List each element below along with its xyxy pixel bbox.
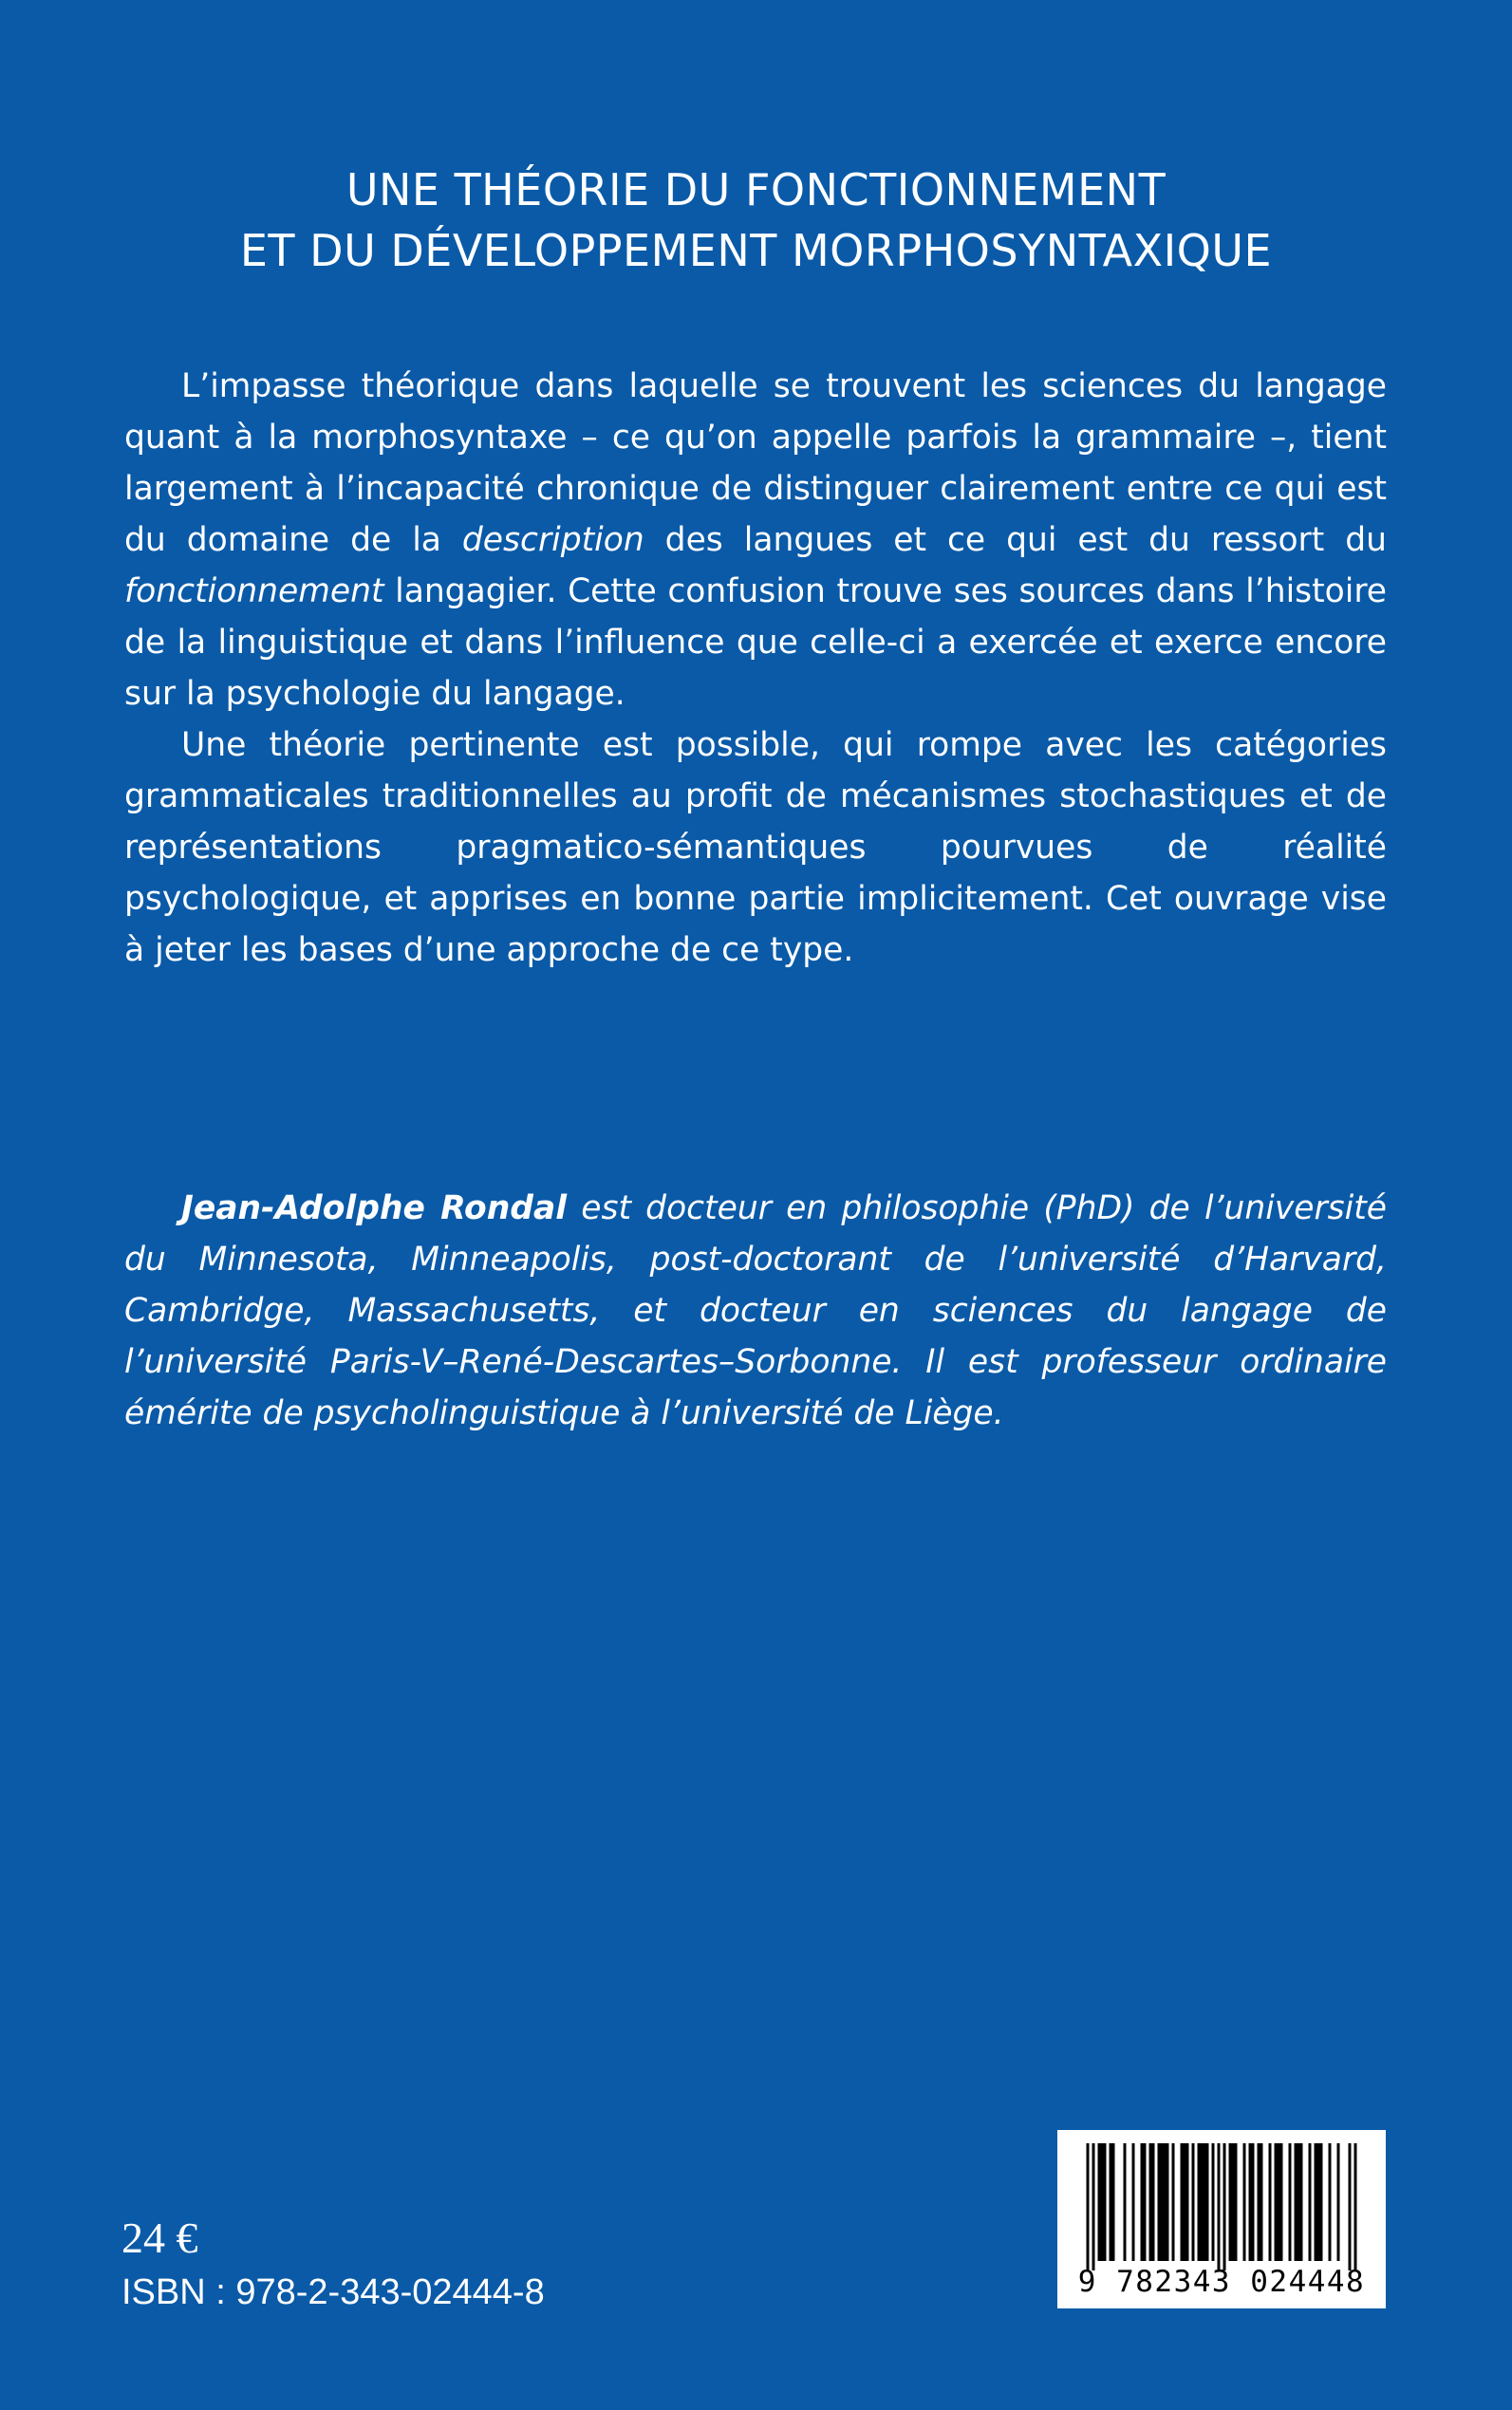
barcode-bar (1186, 2143, 1189, 2261)
barcode-bar (1275, 2143, 1278, 2261)
title-line-1: UNE THÉORIE DU FONCTIONNEMENT (345, 164, 1167, 215)
barcode-bar (1337, 2143, 1340, 2261)
barcode-bar (1201, 2143, 1204, 2261)
barcode-bar (1223, 2143, 1226, 2270)
barcode-bar (1101, 2143, 1104, 2261)
barcode-bar (1158, 2143, 1161, 2261)
barcode-bar (1212, 2143, 1215, 2261)
summary-paragraph-1 (124, 361, 1387, 719)
barcode-bar (1243, 2143, 1246, 2261)
emphasis-description: description (461, 521, 644, 559)
book-title (0, 159, 1512, 281)
title-line-2: ET DU DÉVELOPPEMENT MORPHOSYNTAXIQUE (239, 225, 1273, 276)
summary-text: L’impasse théorique dans laquelle se trouvent les sciences du langage quant à la morphosyntaxe – ce qu’on appelle parfois la grammaire –, tient largement à l’incapacité chronique de distinguer clairement entre ce qui est du domaine de la (124, 367, 1387, 559)
summary-text: des langues et ce qui est du ressort du (644, 521, 1387, 559)
emphasis-fonctionnement: fonctionnement (124, 572, 384, 610)
barcode-bar (1144, 2143, 1147, 2261)
barcode-bar (1152, 2143, 1155, 2261)
barcode-bar (1229, 2143, 1232, 2261)
author-bio (124, 1183, 1387, 1439)
barcode-bar (1260, 2143, 1263, 2261)
summary-text: Une théorie pertinente est possible, qui rompe avec les catégories grammaticales traditionnelles au profit de mécanismes stochastiques et de représentations pragmatico-sémantiques pourvues de réalité psychologique, et apprises en bonne partie implicitement. Cet ouvrage vise à jeter les bases d’une approche de ce type. (124, 726, 1387, 969)
summary-text: langagier. Cette confusion trouve ses sources dans l’histoire de la linguistique et dans l’influence que celle-ci a exercée et exerce encore sur la psychologie du langage. (124, 572, 1387, 713)
barcode-bar (1198, 2143, 1201, 2261)
barcode-bar (1249, 2143, 1252, 2261)
isbn: ISBN : 978-2-343-02444-8 (121, 2272, 545, 2312)
barcode-bar (1317, 2143, 1320, 2261)
barcode-bar (1258, 2143, 1260, 2261)
barcode-bar (1206, 2143, 1209, 2261)
barcode-bar (1204, 2143, 1206, 2261)
barcode-bar (1098, 2143, 1101, 2261)
barcode-bar (1087, 2143, 1090, 2270)
barcode-bar (1184, 2143, 1186, 2261)
barcode-bar (1192, 2143, 1195, 2261)
price: 24 € (121, 2214, 198, 2262)
barcode-bar (1349, 2143, 1352, 2270)
barcode (1057, 2130, 1386, 2308)
barcode-bar (1295, 2143, 1297, 2261)
barcode-bar (1161, 2143, 1164, 2261)
barcode-bar (1124, 2143, 1127, 2261)
barcode-bar (1164, 2143, 1167, 2261)
barcode-bar (1269, 2143, 1272, 2261)
barcode-bar (1252, 2143, 1255, 2261)
barcode-bar (1329, 2143, 1332, 2261)
barcode-bar (1172, 2143, 1175, 2261)
barcode-digits: 9 782343 024448 (1077, 2265, 1366, 2299)
barcode-bar (1315, 2143, 1317, 2261)
barcode-bar (1280, 2143, 1283, 2261)
barcode-bar (1354, 2143, 1357, 2270)
barcode-bar (1218, 2143, 1221, 2270)
barcode-bar (1110, 2143, 1112, 2261)
barcode-bar (1232, 2143, 1235, 2261)
barcode-bar (1181, 2143, 1184, 2261)
barcode-bar (1132, 2143, 1135, 2261)
barcode-bar (1235, 2143, 1238, 2261)
barcode-bar (1320, 2143, 1323, 2261)
barcode-bar (1104, 2143, 1107, 2261)
barcode-bar (1167, 2143, 1169, 2261)
barcode-bar (1278, 2143, 1280, 2261)
summary-paragraph-2 (124, 719, 1387, 976)
barcode-bar (1309, 2143, 1312, 2261)
barcode-bar (1092, 2143, 1095, 2270)
barcode-bar (1300, 2143, 1303, 2261)
barcode-bar (1112, 2143, 1115, 2261)
barcode-bar (1289, 2143, 1292, 2261)
barcode-bar (1297, 2143, 1300, 2261)
barcode-bar (1141, 2143, 1144, 2261)
author-name: Jean-Adolphe Rondal (181, 1189, 568, 1227)
barcode-bar (1149, 2143, 1152, 2261)
author-bio-text: est docteur en philosophie (PhD) de l’université du Minnesota, Minneapolis, post-doctorant de l’université d’Harvard, Cambridge, Massachusetts, et docteur en sciences du langage de l’université Paris-V–René-Descartes–Sorbonne. Il est professeur ordinaire émérite de psycholinguistique à l’université de Liège. (124, 1189, 1387, 1432)
